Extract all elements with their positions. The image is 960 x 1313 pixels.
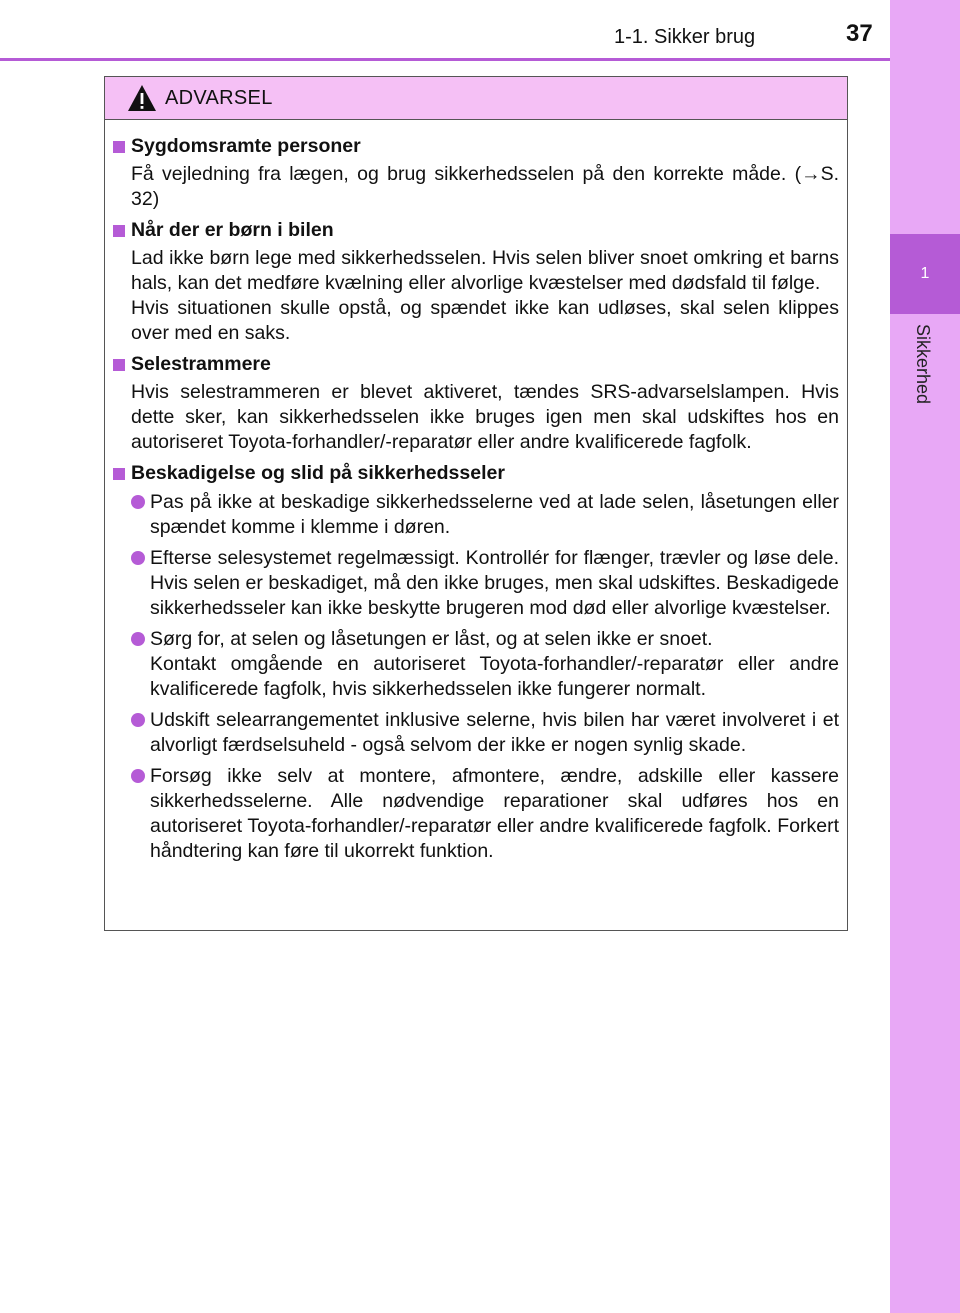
- section-text: [113, 162, 839, 212]
- chapter-number: 1: [890, 234, 960, 314]
- circle-bullet-icon: [131, 713, 145, 727]
- chapter-side-tab: [890, 0, 960, 1313]
- list-item-text: [150, 764, 839, 864]
- list-item-text: [150, 708, 839, 758]
- list-item-text: [150, 627, 839, 702]
- section-title: 1-1. Sikker brug: [614, 26, 756, 48]
- list-item: [113, 490, 839, 540]
- warning-section: [113, 218, 839, 346]
- warning-section: [113, 134, 839, 212]
- list-item-text: [150, 546, 839, 621]
- section-heading: [113, 218, 839, 243]
- warning-triangle-icon: [127, 84, 157, 112]
- paragraph: Efterse selesystemet regelmæssigt. Kontrollér for flænger, trævler og løse dele. Hvis selen er beskadiget, må den ikke bruges, men skal udskiftes. Beskadigede sikkerhedsseler kan ikke beskytte brugeren mod død eller alvorlige kvæstelser.: [150, 547, 839, 619]
- page-number: 37: [846, 20, 873, 47]
- list-item: [113, 764, 839, 864]
- circle-bullet-icon: [131, 769, 145, 783]
- circle-bullet-icon: [131, 495, 145, 509]
- square-bullet-icon: [113, 468, 125, 480]
- paragraph: Pas på ikke at beskadige sikkerhedsselerne ved at lade selen, låsetungen eller spændet komme i klemme i døren.: [150, 491, 839, 538]
- section-text: [113, 246, 839, 346]
- section-heading-text: Når der er børn i bilen: [131, 219, 334, 241]
- warning-section: [113, 461, 839, 864]
- section-heading: [113, 134, 839, 159]
- paragraph: Udskift selearrangementet inklusive selerne, hvis bilen har været involveret i et alvorligt færdselsuheld - også selvom der ikke er nogen synlig skade.: [150, 709, 839, 756]
- paragraph: Hvis situationen skulle opstå, og spændet ikke kan udløses, skal selen klippes over med en saks.: [131, 297, 839, 344]
- paragraph: Forsøg ikke selv at montere, afmontere, ændre, adskille eller kassere sikkerhedsselerne. Alle nødvendige reparationer skal udføres hos en autoriseret Toyota-forhandler/-reparatør eller andre kvalificerede fagfolk. Forkert håndtering kan føre til ukorrekt funktion.: [150, 765, 839, 862]
- warning-body: [105, 120, 847, 864]
- paragraph: Kontakt omgående en autoriseret Toyota-forhandler/-reparatør eller andre kvalificerede fagfolk, hvis sikkerhedsselen ikke fungerer normalt.: [150, 653, 839, 700]
- square-bullet-icon: [113, 225, 125, 237]
- warning-header: [105, 77, 847, 120]
- paragraph: Lad ikke børn lege med sikkerhedsselen. Hvis selen bliver snoet omkring et barns hals, kan det medføre kvælning eller alvorlige kvæstelser med dødsfald til følge.: [131, 247, 839, 294]
- warning-section: [113, 352, 839, 455]
- list-item: [113, 627, 839, 702]
- list-item: [113, 546, 839, 621]
- paragraph: Få vejledning fra lægen, og brug sikkerhedsselen på den korrekte måde. (→S. 32): [131, 163, 839, 210]
- header-divider: [0, 58, 890, 61]
- list-item: [113, 708, 839, 758]
- section-heading-text: Sygdomsramte personer: [131, 135, 361, 157]
- list-item-text: [150, 490, 839, 540]
- section-heading: [113, 461, 839, 486]
- square-bullet-icon: [113, 141, 125, 153]
- warning-title: ADVARSEL: [165, 86, 273, 109]
- chapter-label: Sikkerhed: [913, 324, 933, 405]
- paragraph: Hvis selestrammeren er blevet aktiveret, tændes SRS-advarselslampen. Hvis dette sker, kan sikkerhedsselen ikke bruges igen men skal udskiftes hos en autoriseret Toyota-forhandler/-reparatør eller andre kvalificerede fagfolk.: [131, 381, 839, 453]
- section-heading-text: Beskadigelse og slid på sikkerhedsseler: [131, 462, 505, 484]
- section-heading-text: Selestrammere: [131, 353, 271, 375]
- circle-bullet-icon: [131, 551, 145, 565]
- square-bullet-icon: [113, 359, 125, 371]
- section-heading: [113, 352, 839, 377]
- bullet-list: [113, 490, 839, 864]
- warning-box: [104, 76, 848, 931]
- circle-bullet-icon: [131, 632, 145, 646]
- paragraph: Sørg for, at selen og låsetungen er låst, og at selen ikke er snoet.: [150, 628, 713, 650]
- section-text: [113, 380, 839, 455]
